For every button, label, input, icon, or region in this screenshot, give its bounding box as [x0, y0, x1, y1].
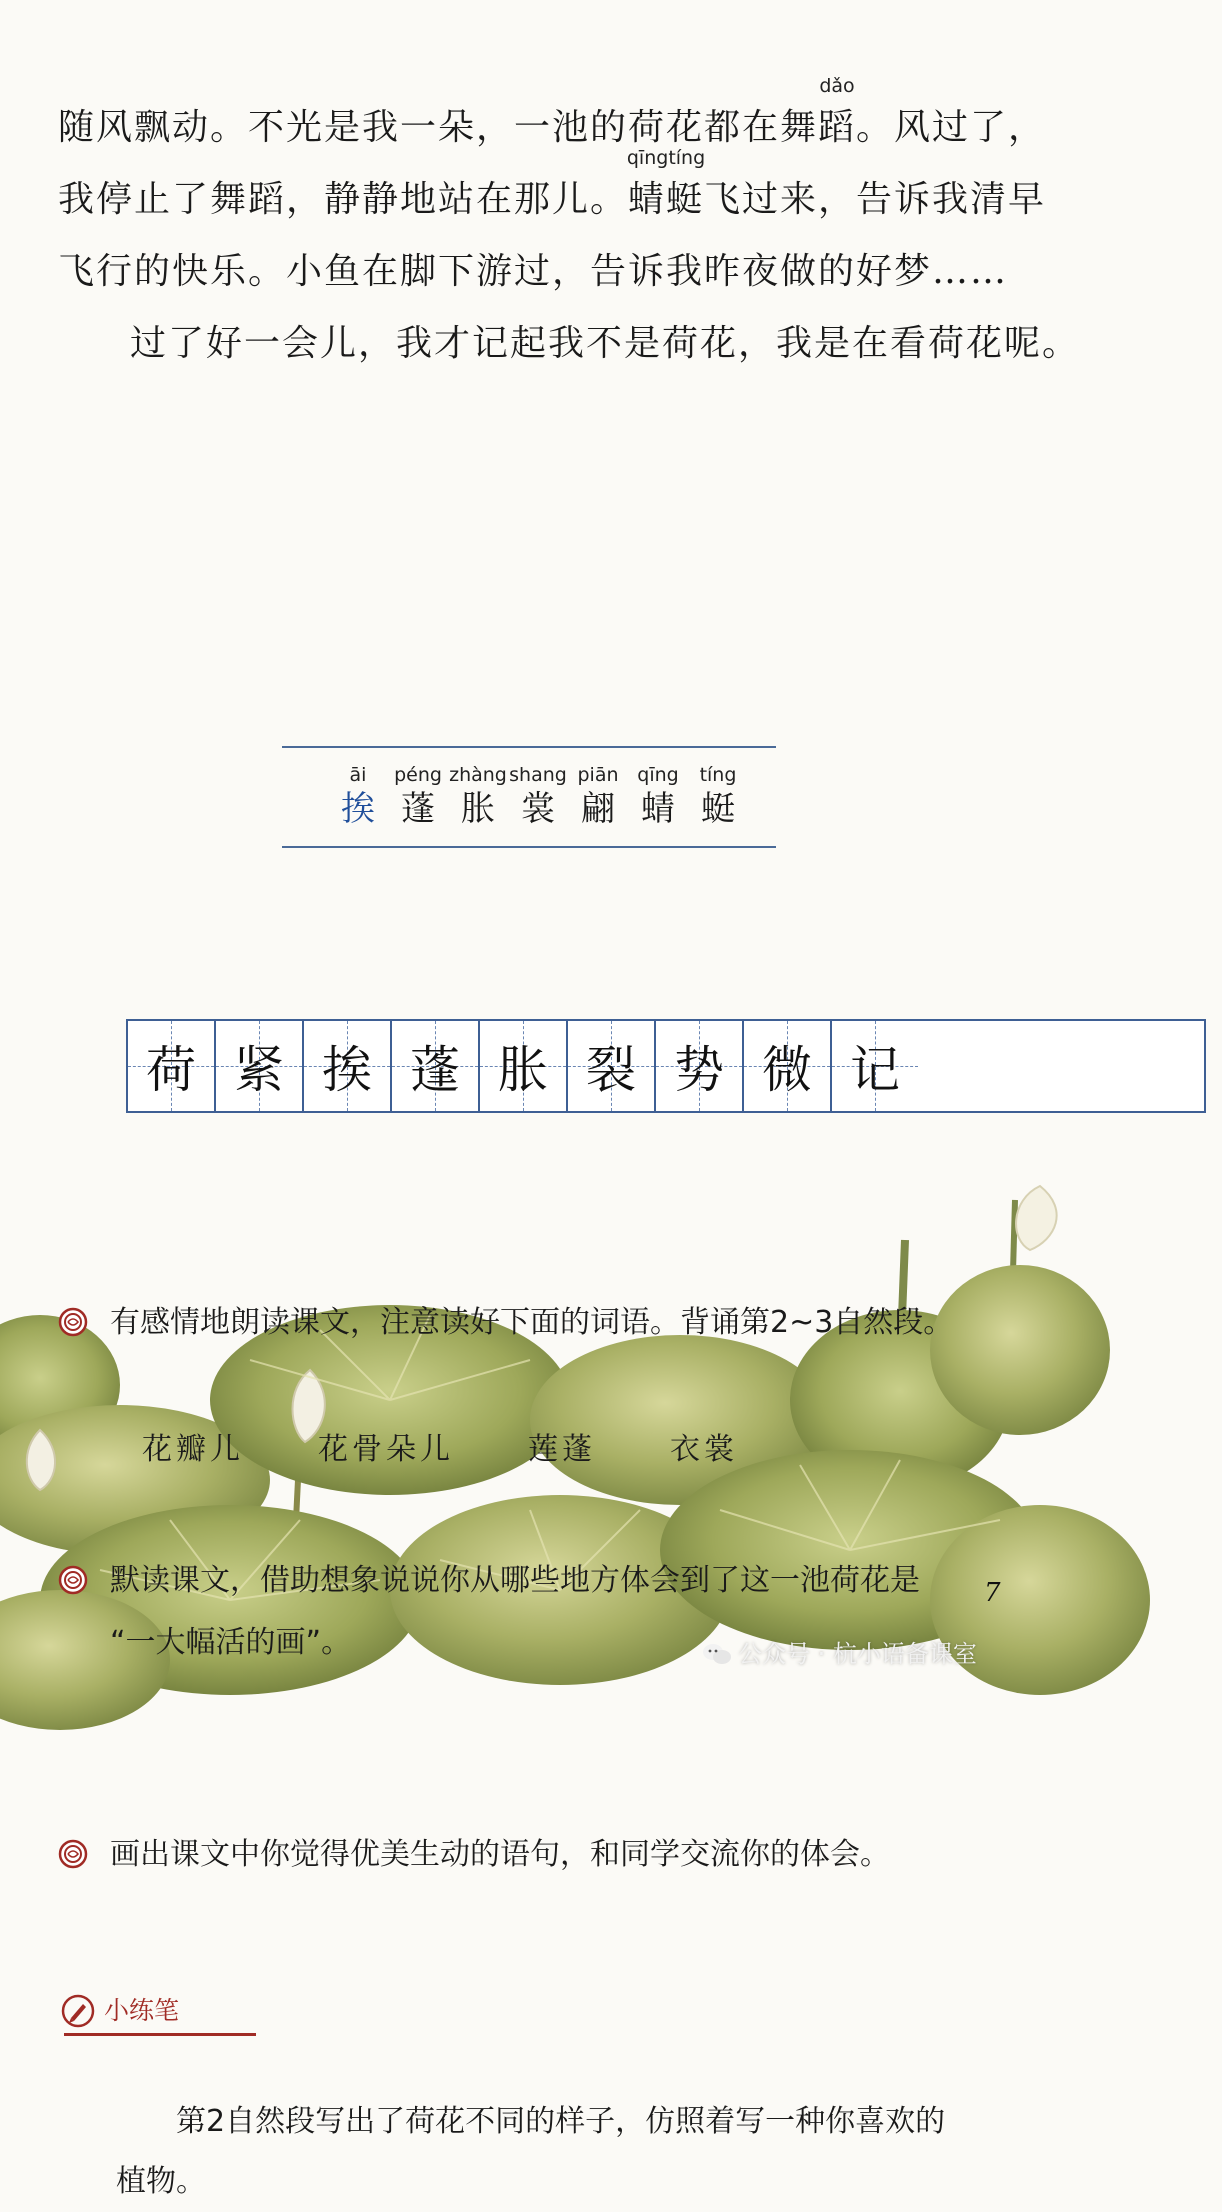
pinyin: tíng [699, 764, 737, 786]
new-character [448, 764, 508, 832]
annotated-character [818, 75, 857, 164]
practice-heading [60, 1991, 198, 2031]
character: 翩 [581, 789, 615, 829]
annotated-word [626, 147, 706, 236]
exercise-3 [58, 1824, 1018, 1886]
character: 蜓 [701, 789, 735, 829]
grid-character: 微 [762, 1041, 812, 1099]
new-character [628, 764, 688, 832]
pinyin: āi [349, 764, 367, 786]
new-characters-strip [282, 746, 776, 850]
pinyin: shang [509, 764, 567, 786]
grid-cell [744, 1021, 832, 1111]
wechat-icon [702, 1643, 732, 1665]
grid-cell [392, 1021, 480, 1111]
grid-cell [128, 1021, 216, 1111]
character: 蓬 [401, 789, 435, 829]
red-seal-icon [58, 1565, 88, 1595]
grid-cell [216, 1021, 304, 1111]
grid-cell [832, 1021, 918, 1111]
new-characters-row [328, 764, 748, 832]
grid-character: 胀 [498, 1041, 548, 1099]
vocab-word: 花瓣儿 [142, 1432, 244, 1467]
exercise-text: 有感情地朗读课文，注意读好下面的词语。背诵第2~3自然段。 [110, 1305, 954, 1340]
annotated-text: 蹈 [818, 107, 857, 148]
grid-character: 蓬 [410, 1041, 460, 1099]
watermark-text: 公众号 · 杭小语备课室 [738, 1640, 977, 1668]
new-character [688, 764, 748, 832]
grid-character: 记 [850, 1041, 900, 1099]
passage-line [58, 236, 1018, 308]
red-seal-icon [58, 1307, 88, 1337]
writing-grid [126, 1019, 1206, 1113]
passage-line [58, 308, 1081, 380]
pen-icon [60, 1993, 96, 2029]
title-underline [64, 2033, 256, 2036]
character: 蜻 [641, 789, 675, 829]
divider [282, 746, 776, 748]
grid-cell [304, 1021, 392, 1111]
character: 裳 [521, 789, 555, 829]
grid-cell [656, 1021, 744, 1111]
vocabulary-words [142, 1424, 1222, 1468]
pinyin: péng [394, 764, 442, 786]
practice-title: 小练笔 [104, 1996, 180, 2025]
exercise-text: 画出课文中你觉得优美生动的语句，和同学交流你的体会。 [110, 1837, 890, 1872]
practice-text-line: 植物。 [116, 2164, 206, 2199]
new-character [328, 764, 388, 832]
pinyin: piān [577, 764, 619, 786]
watermark [702, 1634, 977, 1669]
passage-line [58, 75, 1047, 164]
character: 胀 [461, 789, 495, 829]
exercise-text: 默读课文，借助想象说说你从哪些地方体会到了这一池荷花是 [110, 1563, 920, 1598]
passage [58, 75, 1081, 380]
grid-character: 势 [674, 1041, 724, 1099]
vocab-word: 衣裳 [670, 1432, 738, 1467]
text-run: 随风飘动。不光是我一朵，一池的荷花都在舞 [58, 107, 819, 148]
annotated-text: 蜻蜓 [628, 179, 705, 220]
divider [282, 846, 776, 848]
pinyin-annotation: dǎo [819, 75, 855, 97]
red-seal-icon [58, 1839, 88, 1869]
grid-character: 裂 [586, 1041, 636, 1099]
practice-text-line: 第2自然段写出了荷花不同的样子，仿照着写一种你喜欢的 [176, 2104, 946, 2139]
character: 挨 [341, 789, 375, 829]
grid-character: 挨 [322, 1041, 372, 1099]
exercise-1 [58, 1292, 1018, 1354]
new-character [388, 764, 448, 832]
grid-character: 荷 [146, 1041, 196, 1099]
pinyin-annotation: qīngtíng [626, 147, 706, 169]
pinyin: qīng [637, 764, 679, 786]
exercise-text-continued: “一大幅活的画”。 [110, 1625, 352, 1660]
page-number: 7 [984, 1578, 1001, 1608]
text-run: 。风过了， [856, 107, 1047, 148]
vocab-word: 花骨朵儿 [318, 1432, 454, 1467]
grid-cell [568, 1021, 656, 1111]
text-run: 飞过来，告诉我清早 [704, 179, 1047, 220]
passage-line [58, 147, 1047, 236]
text-run: 飞行的快乐。小鱼在脚下游过，告诉我昨夜做的好梦…… [58, 251, 1009, 292]
vocab-word: 莲蓬 [528, 1432, 596, 1467]
new-character [508, 764, 568, 832]
text-run: 我停止了舞蹈，静静地站在那儿。 [58, 179, 629, 220]
grid-character: 紧 [234, 1041, 284, 1099]
pinyin: zhàng [449, 764, 507, 786]
new-character [568, 764, 628, 832]
grid-cell [480, 1021, 568, 1111]
text-run: 过了好一会儿，我才记起我不是荷花，我是在看荷花呢。 [130, 323, 1081, 364]
